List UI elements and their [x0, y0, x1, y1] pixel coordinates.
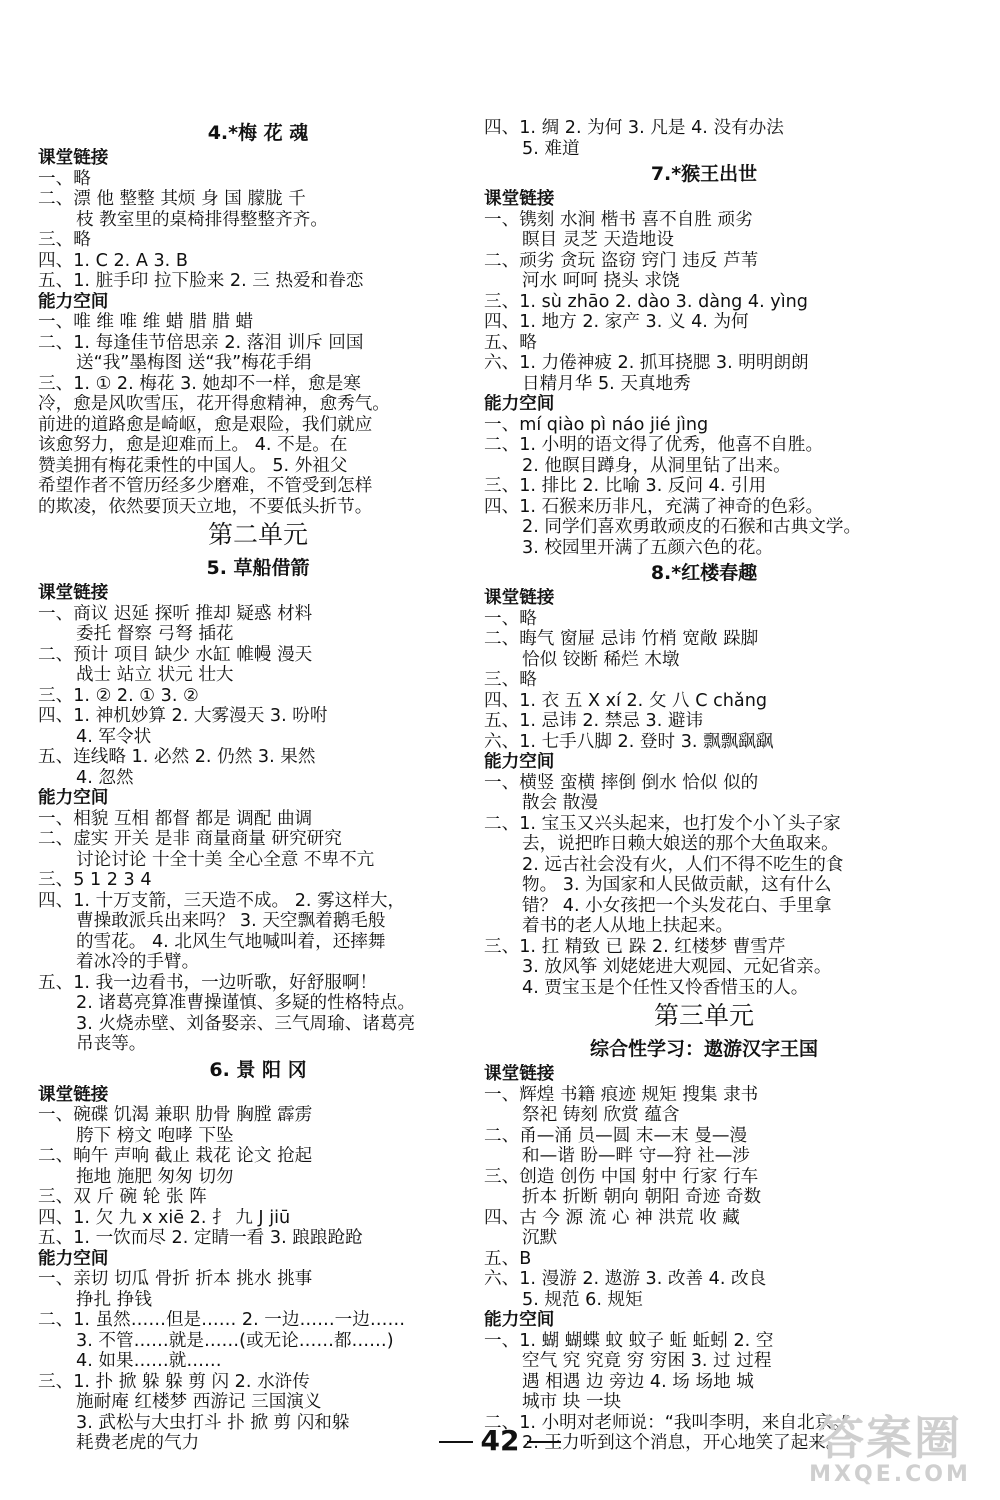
answer-line: 三、略: [484, 670, 537, 690]
answer-line: 曹操敢派兵出来吗？ 3. 天空飘着鹅毛般: [76, 911, 386, 931]
answer-line: 前进的道路愈是崎岖，愈是艰险，我们就应: [38, 414, 373, 435]
answer-line: 城市 块 一块: [522, 1392, 622, 1412]
answer-line: 冷，愈是风吹雪压，花开得愈精神，愈秀气。: [38, 394, 390, 414]
answer-line: 赞美拥有梅花秉性的中国人。 5. 外祖父: [38, 455, 348, 476]
unit-heading: 第二单元: [207, 520, 308, 549]
answer-line: 去，说把昨日赖大娘送的那个大鱼取来。: [522, 834, 839, 854]
page-number-value: 42: [480, 1424, 520, 1457]
answer-line: 五、1. 脏手印 拉下脸来 2. 三 热爱和眷恋: [38, 271, 364, 291]
section-heading: 能力空间: [38, 291, 109, 312]
answer-line: 四、1. 十万支箭，三天造不成。 2. 雾这样大，: [38, 890, 406, 911]
answer-line: 沉默: [522, 1228, 558, 1248]
section-heading: 能力空间: [484, 394, 555, 414]
answer-line: 二、1. 每逢佳节倍思亲 2. 落泪 训斥 回国: [38, 332, 364, 353]
answer-line: 一、mí qiào pì náo jié jìng: [484, 414, 709, 435]
lesson-title: 综合性学习：遨游汉字王国: [589, 1038, 818, 1060]
answer-line: 四、1. 绸 2. 为何 3. 凡是 4. 没有办法: [484, 118, 784, 138]
answer-line: 2. 王力听到这个消息，开心地笑了起来。: [522, 1433, 844, 1453]
page-number-dash-left: [439, 1441, 473, 1443]
answer-line: 一、略: [38, 168, 91, 189]
answer-line: 四、1. C 2. A 3. B: [38, 250, 188, 271]
answer-line: 耗费老虎的气力: [76, 1433, 200, 1453]
answer-line: 4. 忽然: [76, 767, 134, 788]
answer-line: 3. 校园里开满了五颜六色的花。: [522, 537, 774, 558]
answer-line: 散会 散漫: [522, 793, 598, 813]
answer-line: 一、碗碟 饥渴 兼职 肋骨 胸膛 霹雳: [38, 1105, 313, 1125]
answer-line: 讨论讨论 十全十美 全心全意 不卑不亢: [76, 849, 375, 870]
answer-line: 四、1. 神机妙算 2. 大雾漫天 3. 吩咐: [38, 706, 328, 726]
answer-line: 日精月华 5. 天真地秀: [522, 373, 691, 394]
answer-line: 2. 诸葛亮算准曹操谨慎、多疑的性格特点。: [76, 993, 416, 1013]
answer-line: 五、1. 忌讳 2. 禁忌 3. 避讳: [484, 711, 704, 731]
answer-line: 胯下 榜文 咆哮 下坠: [76, 1125, 234, 1146]
answer-line: 四、古 今 源 流 心 神 洪荒 收 藏: [484, 1207, 740, 1228]
answer-line: 委托 督察 弓弩 插花: [76, 624, 234, 644]
answer-line: 二、1. 宝玉又兴头起来，也打发个小丫头子家: [484, 813, 841, 834]
answer-line: 枝 教室里的桌椅排得整整齐齐。: [76, 209, 328, 230]
answer-line: 物。 3. 为国家和人民做贡献，这有什么: [522, 875, 832, 895]
answer-line: 六、1. 七手八脚 2. 登时 3. 飘飘飖飖: [484, 731, 774, 752]
lesson-title: 7.*猴王出世: [650, 163, 758, 185]
answer-line: 三、1. 排比 2. 比喻 3. 反问 4. 引用: [484, 476, 767, 496]
answer-line: 四、1. 欠 九 x xiē 2. 扌 九 J jiū: [38, 1207, 291, 1228]
answer-line: 2. 他瞑目蹲身，从洞里钻了出来。: [522, 455, 791, 476]
section-heading: 课堂链接: [484, 1064, 555, 1084]
answer-line: 吊丧等。: [76, 1034, 147, 1054]
answer-line: 五、1. 一饮而尽 2. 定睛一看 3. 踉踉跄跄: [38, 1228, 363, 1248]
answer-line: 一、1. 蝴 蝴蝶 蚊 蚊子 蚯 蚯蚓 2. 空: [484, 1330, 774, 1351]
answer-line: 一、辉煌 书籍 痕迹 规矩 搜集 隶书: [484, 1084, 759, 1105]
answer-line: 4. 贾宝玉是个任性又怜香惜玉的人。: [522, 977, 809, 998]
answer-line: 一、亲切 切瓜 骨折 折本 挑水 挑事: [38, 1269, 313, 1289]
answer-line: 五、连线略 1. 必然 2. 仍然 3. 果然: [38, 747, 316, 767]
answer-line: 4. 如果……就……: [76, 1351, 222, 1371]
section-heading: 能力空间: [38, 788, 109, 808]
answer-line: 2. 远古社会没有火，人们不得不吃生的食: [522, 854, 844, 875]
answer-line: 5. 规范 6. 规矩: [522, 1289, 643, 1310]
answer-line: 的雪花。 4. 北风生气地喊叫着，还摔舞: [76, 931, 386, 952]
answer-line: 五、1. 我一边看书，一边听歌，好舒服啊！: [38, 972, 378, 993]
answer-line: 三、创造 创伤 中国 射中 行家 行车: [484, 1166, 759, 1187]
answer-line: 3. 不管……就是……(或无论……都……): [76, 1330, 394, 1351]
answer-line: 五、略: [484, 332, 537, 353]
answer-line: 二、1. 小明对老师说：“我叫李明，来自北京。”: [484, 1412, 851, 1433]
answer-line: 遇 相遇 边 旁边 4. 场 场地 城: [522, 1371, 754, 1392]
right-column: [484, 118, 924, 1454]
answer-line: 四、1. 地方 2. 家产 3. 义 4. 为何: [484, 312, 749, 332]
answer-line: 瞑目 灵芝 天造地设: [522, 230, 674, 250]
answer-line: 二、虚实 开关 是非 商量商量 研究研究: [38, 829, 342, 849]
answer-line: 二、1. 小明的语文得了优秀，他喜不自胜。: [484, 435, 824, 455]
answer-line: 3. 武松与大虫打斗 扑 掀 剪 闪和躲: [76, 1412, 350, 1433]
answer-line: 5. 难道: [522, 138, 580, 159]
answer-line: 六、1. 漫游 2. 遨游 3. 改善 4. 改良: [484, 1269, 767, 1289]
answer-line: 三、1. ② 2. ① 3. ②: [38, 685, 199, 706]
page-number-dash-right: [527, 1441, 561, 1443]
lesson-title: 5. 草船借箭: [206, 557, 310, 579]
answer-line: 三、双 斤 碗 轮 张 阵: [38, 1187, 207, 1207]
answer-line: 一、商议 迟延 探听 推却 疑惑 材料: [38, 603, 313, 624]
answer-line: 拖地 施肥 匆匆 切勿: [76, 1166, 234, 1187]
section-heading: 课堂链接: [38, 1084, 109, 1105]
watermark-logo: [790, 1411, 990, 1494]
answer-line: 二、预计 项目 缺少 水缸 帷幔 漫天: [38, 644, 313, 665]
answer-line: 错？ 4. 小女孩把一个头发花白、手里拿: [522, 895, 832, 916]
answer-line: 3. 火烧赤壁、刘备娶亲、三气周瑜、诸葛亮: [76, 1013, 416, 1034]
answer-line: 三、略: [38, 230, 91, 250]
answer-line: 六、1. 力倦神疲 2. 抓耳挠腮 3. 明明朗朗: [484, 353, 809, 373]
answer-line: 送“我”墨梅图 送“我”梅花手绢: [76, 353, 312, 373]
answer-line: 着冰冷的手臂。: [76, 952, 200, 972]
section-heading: 课堂链接: [38, 583, 109, 603]
answer-line: 该愈努力，愈是迎难而上。 4. 不是。在: [38, 435, 348, 455]
section-heading: 课堂链接: [38, 148, 109, 168]
answer-line: 施耐庵 红楼梦 西游记 三国演义: [76, 1392, 322, 1412]
answer-line: 和—谐 盼—畔 守—狩 社—涉: [522, 1146, 750, 1166]
section-heading: 能力空间: [38, 1248, 109, 1269]
answer-line: 一、略: [484, 608, 537, 629]
answer-line: 河水 呵呵 挠头 求饶: [522, 271, 680, 291]
section-heading: 课堂链接: [484, 189, 555, 209]
answer-line: 四、1. 衣 五 X xí 2. 攵 八 C chǎng: [484, 690, 768, 711]
answer-line: 三、1. sù zhāo 2. dào 3. dàng 4. yìng: [484, 291, 808, 312]
answer-line: 3. 放风筝 刘姥姥进大观园、元妃省亲。: [522, 957, 832, 977]
answer-line: 一、镌刻 水涧 楷书 喜不自胜 顽劣: [484, 209, 753, 230]
answer-line: 一、横竖 蛮横 摔倒 倒水 恰似 似的: [484, 772, 759, 793]
answer-line: 二、甬—涌 员—圆 末—末 曼—漫: [484, 1125, 748, 1146]
answer-line: 祭祀 铸刻 欣赏 蕴含: [522, 1105, 680, 1125]
unit-heading: 第三单元: [653, 1001, 754, 1030]
left-column: [38, 118, 478, 1454]
answer-line: 四、1. 石猴来历非凡，充满了神奇的色彩。: [484, 496, 824, 517]
section-heading: 能力空间: [484, 1310, 555, 1330]
answer-line: 折本 折断 朝向 朝阳 奇迹 奇数: [522, 1187, 762, 1207]
lesson-title: 4.*梅 花 魂: [207, 122, 309, 144]
answer-line: 二、顽劣 贪玩 盗窃 窍门 违反 芦苇: [484, 250, 759, 271]
answer-line: 二、漂 他 整整 其烦 身 国 朦胧 千: [38, 189, 306, 209]
answer-line: 三、5 1 2 3 4: [38, 870, 152, 890]
answer-line: 恰似 铰断 稀烂 木墩: [522, 649, 680, 670]
answer-line: 五、B: [484, 1248, 532, 1269]
answer-line: 一、相貌 互相 都督 都是 调配 曲调: [38, 808, 313, 829]
watermark-url: MXQE.COM: [809, 1462, 971, 1487]
answer-line: 战士 站立 状元 壮大: [76, 665, 234, 685]
answer-line: 三、1. 扛 精致 已 跺 2. 红楼梦 曹雪芹: [484, 936, 786, 957]
answer-line: 二、1. 虽然……但是…… 2. 一边……一边……: [38, 1310, 406, 1330]
answer-line: 空气 究 究竟 穷 穷困 3. 过 过程: [522, 1351, 772, 1371]
answer-line: 二、晦气 窗屉 忌讳 竹梢 宽敞 跺脚: [484, 629, 759, 649]
answer-line: 挣扎 挣钱: [76, 1289, 152, 1310]
lesson-title: 8.*红楼春趣: [650, 562, 758, 584]
watermark-text: 答案圈: [818, 1411, 962, 1465]
answer-line: 三、1. 扑 掀 躲 躲 剪 闪 2. 水浒传: [38, 1371, 310, 1392]
answer-line: 希望作者不管历经多少磨难，不管受到怎样: [38, 476, 373, 496]
answer-line: 三、1. ① 2. 梅花 3. 她却不一样，愈是寒: [38, 373, 361, 394]
answer-line: 着书的老人从地上扶起来。: [522, 916, 734, 936]
section-heading: 课堂链接: [484, 588, 555, 608]
answer-line: 一、唯 维 唯 维 蜡 腊 腊 蜡: [38, 312, 254, 332]
answer-line: 二、晌午 声响 截止 栽花 论文 抢起: [38, 1146, 313, 1166]
answer-line: 4. 军令状: [76, 726, 152, 747]
section-heading: 能力空间: [484, 752, 555, 772]
lesson-title: 6. 景 阳 冈: [209, 1058, 307, 1081]
answer-line: 2. 同学们喜欢勇敢顽皮的石猴和古典文学。: [522, 517, 862, 537]
answer-line: 的欺凌，依然要顶天立地，不要低头折节。: [38, 496, 373, 517]
